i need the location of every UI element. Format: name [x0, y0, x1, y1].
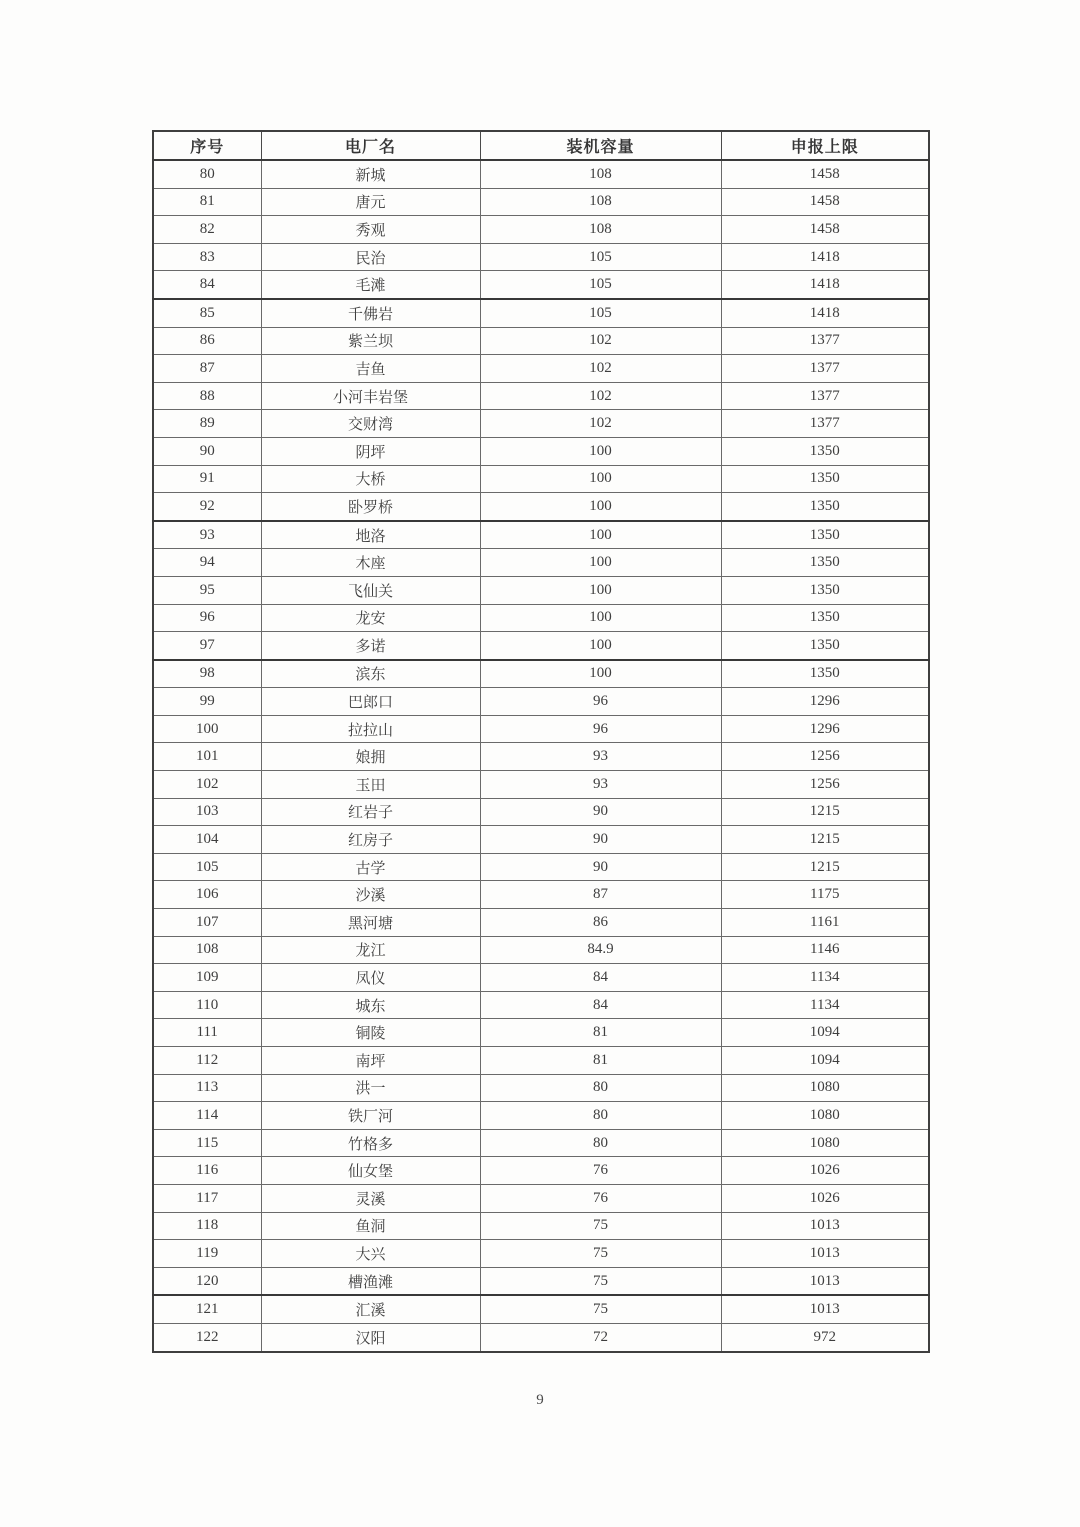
cell-name: 秀观	[261, 216, 480, 244]
cell-name: 红房子	[261, 826, 480, 854]
cell-limit: 1013	[721, 1212, 929, 1240]
table-row	[153, 1323, 929, 1351]
table-row	[153, 771, 929, 799]
cell-capacity: 75	[480, 1267, 721, 1295]
cell-limit: 1350	[721, 549, 929, 577]
cell-limit: 1256	[721, 743, 929, 771]
table-row	[153, 936, 929, 964]
cell-capacity: 108	[480, 160, 721, 188]
cell-no: 103	[153, 798, 261, 826]
cell-limit: 1215	[721, 826, 929, 854]
table-row	[153, 1157, 929, 1185]
cell-capacity: 76	[480, 1184, 721, 1212]
cell-no: 102	[153, 771, 261, 799]
cell-limit: 1013	[721, 1267, 929, 1295]
cell-name: 紫兰坝	[261, 327, 480, 355]
cell-no: 81	[153, 188, 261, 216]
cell-name: 汉阳	[261, 1323, 480, 1351]
cell-capacity: 84	[480, 964, 721, 992]
table-row	[153, 382, 929, 410]
cell-no: 89	[153, 410, 261, 438]
cell-no: 116	[153, 1157, 261, 1185]
cell-limit: 1350	[721, 632, 929, 660]
cell-capacity: 100	[480, 437, 721, 465]
cell-limit: 1350	[721, 604, 929, 632]
cell-name: 大兴	[261, 1240, 480, 1268]
cell-capacity: 105	[480, 271, 721, 299]
cell-capacity: 102	[480, 355, 721, 383]
table-row	[153, 1019, 929, 1047]
table-row	[153, 964, 929, 992]
cell-limit: 1377	[721, 382, 929, 410]
cell-no: 92	[153, 493, 261, 521]
cell-no: 104	[153, 826, 261, 854]
cell-limit: 1026	[721, 1184, 929, 1212]
column-header-limit: 申报上限	[721, 131, 929, 160]
cell-capacity: 80	[480, 1074, 721, 1102]
cell-limit: 1418	[721, 299, 929, 327]
cell-no: 97	[153, 632, 261, 660]
cell-limit: 1350	[721, 493, 929, 521]
cell-no: 112	[153, 1047, 261, 1075]
cell-capacity: 100	[480, 576, 721, 604]
cell-limit: 1146	[721, 936, 929, 964]
table-row	[153, 493, 929, 521]
cell-name: 龙江	[261, 936, 480, 964]
cell-name: 地洛	[261, 521, 480, 549]
cell-capacity: 105	[480, 243, 721, 271]
cell-capacity: 90	[480, 798, 721, 826]
cell-limit: 1350	[721, 465, 929, 493]
table-row	[153, 243, 929, 271]
cell-name: 飞仙关	[261, 576, 480, 604]
cell-name: 吉鱼	[261, 355, 480, 383]
cell-limit: 1094	[721, 1047, 929, 1075]
cell-no: 86	[153, 327, 261, 355]
cell-name: 竹格多	[261, 1129, 480, 1157]
cell-no: 90	[153, 437, 261, 465]
cell-name: 毛滩	[261, 271, 480, 299]
cell-no: 114	[153, 1102, 261, 1130]
cell-no: 95	[153, 576, 261, 604]
cell-no: 96	[153, 604, 261, 632]
cell-capacity: 90	[480, 853, 721, 881]
cell-no: 110	[153, 991, 261, 1019]
table-row	[153, 355, 929, 383]
cell-limit: 1256	[721, 771, 929, 799]
cell-no: 88	[153, 382, 261, 410]
table-header	[153, 131, 929, 160]
cell-capacity: 100	[480, 660, 721, 688]
cell-name: 城东	[261, 991, 480, 1019]
cell-limit: 1350	[721, 521, 929, 549]
cell-capacity: 100	[480, 604, 721, 632]
cell-no: 93	[153, 521, 261, 549]
cell-name: 千佛岩	[261, 299, 480, 327]
cell-limit: 1350	[721, 660, 929, 688]
cell-capacity: 81	[480, 1047, 721, 1075]
table-row	[153, 160, 929, 188]
cell-no: 105	[153, 853, 261, 881]
cell-capacity: 108	[480, 188, 721, 216]
cell-limit: 1296	[721, 715, 929, 743]
cell-name: 南坪	[261, 1047, 480, 1075]
cell-name: 新城	[261, 160, 480, 188]
cell-limit: 1350	[721, 576, 929, 604]
table-row	[153, 521, 929, 549]
cell-capacity: 105	[480, 299, 721, 327]
cell-name: 仙女堡	[261, 1157, 480, 1185]
cell-name: 阴坪	[261, 437, 480, 465]
cell-capacity: 81	[480, 1019, 721, 1047]
cell-no: 83	[153, 243, 261, 271]
cell-name: 汇溪	[261, 1295, 480, 1323]
cell-no: 87	[153, 355, 261, 383]
table-row	[153, 1240, 929, 1268]
cell-capacity: 84	[480, 991, 721, 1019]
cell-capacity: 100	[480, 493, 721, 521]
cell-capacity: 93	[480, 771, 721, 799]
cell-no: 118	[153, 1212, 261, 1240]
cell-capacity: 80	[480, 1129, 721, 1157]
cell-capacity: 84.9	[480, 936, 721, 964]
cell-limit: 1134	[721, 964, 929, 992]
cell-capacity: 102	[480, 382, 721, 410]
cell-limit: 1458	[721, 160, 929, 188]
cell-no: 119	[153, 1240, 261, 1268]
cell-capacity: 96	[480, 715, 721, 743]
cell-limit: 1296	[721, 688, 929, 716]
table-row	[153, 688, 929, 716]
cell-name: 交财湾	[261, 410, 480, 438]
cell-capacity: 75	[480, 1240, 721, 1268]
cell-capacity: 108	[480, 216, 721, 244]
cell-capacity: 80	[480, 1102, 721, 1130]
column-header-capacity: 装机容量	[480, 131, 721, 160]
column-header-no: 序号	[153, 131, 261, 160]
cell-name: 槽渔滩	[261, 1267, 480, 1295]
cell-no: 85	[153, 299, 261, 327]
header-row	[153, 131, 929, 160]
cell-capacity: 76	[480, 1157, 721, 1185]
table-row	[153, 1047, 929, 1075]
cell-no: 122	[153, 1323, 261, 1351]
table-row	[153, 826, 929, 854]
cell-limit: 1215	[721, 853, 929, 881]
table-row	[153, 576, 929, 604]
table-row	[153, 216, 929, 244]
cell-no: 117	[153, 1184, 261, 1212]
cell-name: 灵溪	[261, 1184, 480, 1212]
cell-name: 黑河塘	[261, 909, 480, 937]
table-row	[153, 1129, 929, 1157]
cell-capacity: 72	[480, 1323, 721, 1351]
table-row	[153, 660, 929, 688]
cell-no: 107	[153, 909, 261, 937]
column-header-name: 电厂名	[261, 131, 480, 160]
table-row	[153, 1102, 929, 1130]
cell-limit: 1418	[721, 243, 929, 271]
table-row	[153, 991, 929, 1019]
cell-no: 80	[153, 160, 261, 188]
cell-name: 唐元	[261, 188, 480, 216]
cell-no: 100	[153, 715, 261, 743]
table-row	[153, 437, 929, 465]
cell-name: 沙溪	[261, 881, 480, 909]
cell-name: 小河丰岩堡	[261, 382, 480, 410]
cell-name: 红岩子	[261, 798, 480, 826]
table-row	[153, 1074, 929, 1102]
table-row	[153, 465, 929, 493]
cell-limit: 1350	[721, 437, 929, 465]
cell-name: 卧罗桥	[261, 493, 480, 521]
table-row	[153, 604, 929, 632]
cell-name: 铜陵	[261, 1019, 480, 1047]
table-row	[153, 1184, 929, 1212]
cell-capacity: 100	[480, 632, 721, 660]
cell-name: 大桥	[261, 465, 480, 493]
cell-capacity: 100	[480, 521, 721, 549]
cell-name: 龙安	[261, 604, 480, 632]
cell-capacity: 75	[480, 1212, 721, 1240]
cell-no: 108	[153, 936, 261, 964]
cell-capacity: 86	[480, 909, 721, 937]
cell-name: 凤仪	[261, 964, 480, 992]
cell-limit: 1013	[721, 1295, 929, 1323]
cell-name: 滨东	[261, 660, 480, 688]
cell-limit: 1094	[721, 1019, 929, 1047]
cell-capacity: 90	[480, 826, 721, 854]
cell-no: 91	[153, 465, 261, 493]
cell-no: 99	[153, 688, 261, 716]
cell-capacity: 102	[480, 410, 721, 438]
cell-limit: 1013	[721, 1240, 929, 1268]
cell-name: 多诺	[261, 632, 480, 660]
cell-capacity: 100	[480, 465, 721, 493]
cell-no: 98	[153, 660, 261, 688]
cell-name: 拉拉山	[261, 715, 480, 743]
table-row	[153, 410, 929, 438]
cell-limit: 1377	[721, 355, 929, 383]
table-row	[153, 1267, 929, 1295]
cell-limit: 1175	[721, 881, 929, 909]
table-row	[153, 299, 929, 327]
power-plant-table	[152, 130, 930, 1353]
table-row	[153, 743, 929, 771]
cell-capacity: 75	[480, 1295, 721, 1323]
cell-no: 106	[153, 881, 261, 909]
cell-limit: 1215	[721, 798, 929, 826]
cell-no: 111	[153, 1019, 261, 1047]
table-row	[153, 881, 929, 909]
cell-no: 115	[153, 1129, 261, 1157]
cell-name: 洪一	[261, 1074, 480, 1102]
cell-limit: 1458	[721, 216, 929, 244]
cell-no: 84	[153, 271, 261, 299]
cell-capacity: 87	[480, 881, 721, 909]
table-row	[153, 271, 929, 299]
table-row	[153, 632, 929, 660]
cell-name: 民治	[261, 243, 480, 271]
cell-capacity: 96	[480, 688, 721, 716]
cell-limit: 972	[721, 1323, 929, 1351]
cell-limit: 1377	[721, 327, 929, 355]
table-row	[153, 1295, 929, 1323]
table-row	[153, 853, 929, 881]
cell-limit: 1080	[721, 1102, 929, 1130]
cell-name: 娘拥	[261, 743, 480, 771]
cell-limit: 1458	[721, 188, 929, 216]
cell-name: 巴郎口	[261, 688, 480, 716]
cell-name: 鱼洞	[261, 1212, 480, 1240]
cell-limit: 1080	[721, 1074, 929, 1102]
page-number: 9	[536, 1392, 544, 1408]
cell-limit: 1377	[721, 410, 929, 438]
cell-no: 113	[153, 1074, 261, 1102]
table-row	[153, 909, 929, 937]
cell-limit: 1161	[721, 909, 929, 937]
table-row	[153, 327, 929, 355]
cell-name: 铁厂河	[261, 1102, 480, 1130]
cell-capacity: 93	[480, 743, 721, 771]
cell-name: 木座	[261, 549, 480, 577]
cell-capacity: 100	[480, 549, 721, 577]
cell-no: 109	[153, 964, 261, 992]
table-row	[153, 549, 929, 577]
cell-limit: 1134	[721, 991, 929, 1019]
cell-limit: 1418	[721, 271, 929, 299]
table-row	[153, 715, 929, 743]
cell-no: 94	[153, 549, 261, 577]
table-row	[153, 798, 929, 826]
cell-no: 101	[153, 743, 261, 771]
cell-limit: 1080	[721, 1129, 929, 1157]
cell-name: 古学	[261, 853, 480, 881]
table-row	[153, 1212, 929, 1240]
cell-no: 121	[153, 1295, 261, 1323]
cell-limit: 1026	[721, 1157, 929, 1185]
cell-name: 玉田	[261, 771, 480, 799]
table-body	[153, 160, 929, 1352]
cell-no: 82	[153, 216, 261, 244]
cell-no: 120	[153, 1267, 261, 1295]
cell-capacity: 102	[480, 327, 721, 355]
table-row	[153, 188, 929, 216]
